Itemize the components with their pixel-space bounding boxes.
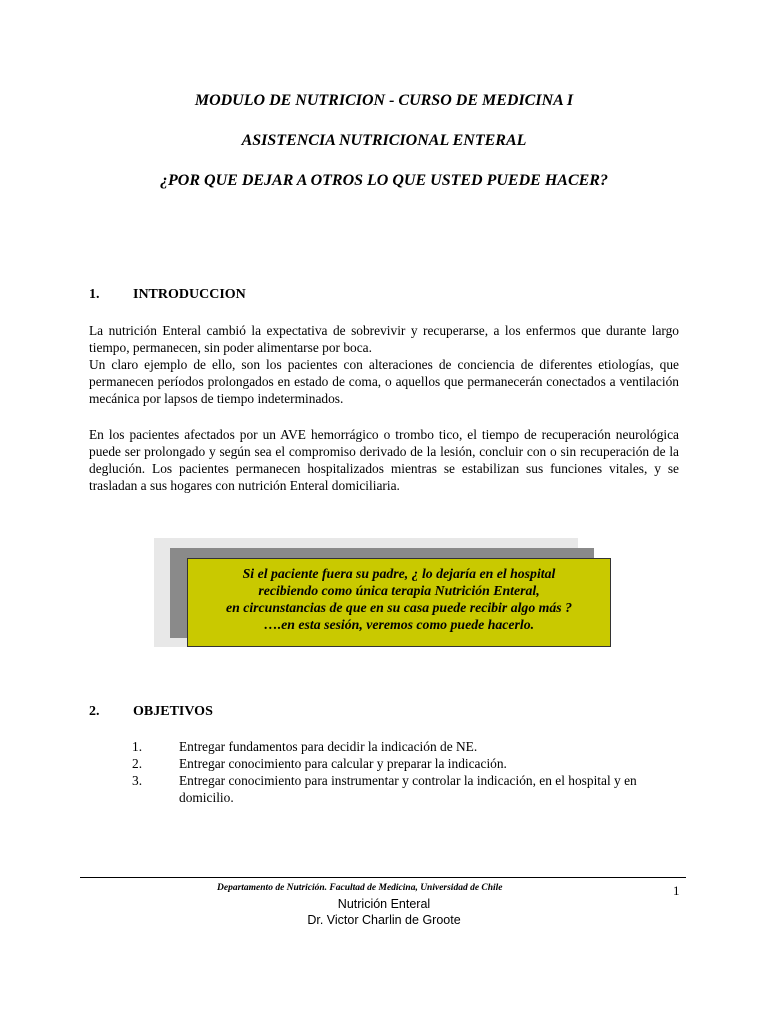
list-item (89, 755, 689, 772)
intro-paragraph: La nutrición Enteral cambió la expectativa de sobrevivir y recuperarse, a los enfermos que durante largo tiempo, permanecen, sin poder alimentarse por boca. (89, 323, 679, 355)
list-item (89, 772, 689, 806)
section-title: OBJETIVOS (133, 704, 213, 719)
list-item-text: Entregar conocimiento para instrumentar y controlar la indicación, en el hospital y en domicilio. (179, 773, 637, 805)
section-number: 2. (89, 704, 100, 719)
callout-line: ….en esta sesión, veremos como puede hacerlo. (263, 617, 535, 632)
section-1-heading (89, 287, 246, 303)
list-item-number: 1. (132, 739, 143, 754)
footer-divider (80, 877, 686, 878)
document-title: MODULO DE NUTRICION - CURSO DE MEDICINA I (194, 92, 574, 109)
footer-department: Departamento de Nutrición. Facultad de Medicina, Universidad de Chile (217, 883, 503, 893)
document-question: ¿POR QUE DEJAR A OTROS LO QUE USTED PUEDE HACER? (160, 172, 608, 189)
intro-paragraph-block (89, 426, 679, 494)
document-subtitle: ASISTENCIA NUTRICIONAL ENTERAL (241, 132, 527, 149)
list-item-text: Entregar fundamentos para decidir la indicación de NE. (179, 739, 478, 754)
callout-line: Si el paciente fuera su padre, ¿ lo dejaría en el hospital (242, 566, 556, 581)
list-item (89, 738, 689, 755)
section-2-heading (89, 704, 213, 720)
list-item-number: 2. (132, 756, 143, 771)
callout-line: en circunstancias de que en su casa puede recibir algo más ? (225, 600, 573, 615)
section-title: INTRODUCCION (133, 287, 246, 302)
callout-box (187, 558, 611, 647)
callout-line: recibiendo como única terapia Nutrición Enteral, (258, 583, 540, 598)
footer-course: Nutrición Enteral (337, 897, 431, 911)
objectives-list (89, 738, 689, 806)
list-item-number: 3. (132, 773, 143, 788)
intro-paragraph-block (89, 322, 679, 407)
page-number: 1 (673, 883, 680, 898)
list-item-text: Entregar conocimiento para calcular y preparar la indicación. (179, 756, 507, 771)
footer-author: Dr. Victor Charlin de Groote (307, 913, 461, 927)
section-number: 1. (89, 287, 100, 302)
intro-paragraph: Un claro ejemplo de ello, son los pacientes con alteraciones de conciencia de diferentes etiologías, que permanecen períodos prolongados en estado de coma, o aquellos que permanecerán conectados a ventilación mecánica por lapsos de tiempo indeterminados. (89, 357, 679, 406)
intro-paragraph: En los pacientes afectados por un AVE hemorrágico o trombo tico, el tiempo de recuperación neurológica puede ser prolongado y según sea el compromiso derivado de la lesión, concluir con o sin recuperación de la deglución. Los pacientes permanecen hospitalizados mientras se estabilizan sus funciones vitales, y se trasladan a sus hogares con nutrición Enteral domiciliaria. (89, 427, 679, 493)
